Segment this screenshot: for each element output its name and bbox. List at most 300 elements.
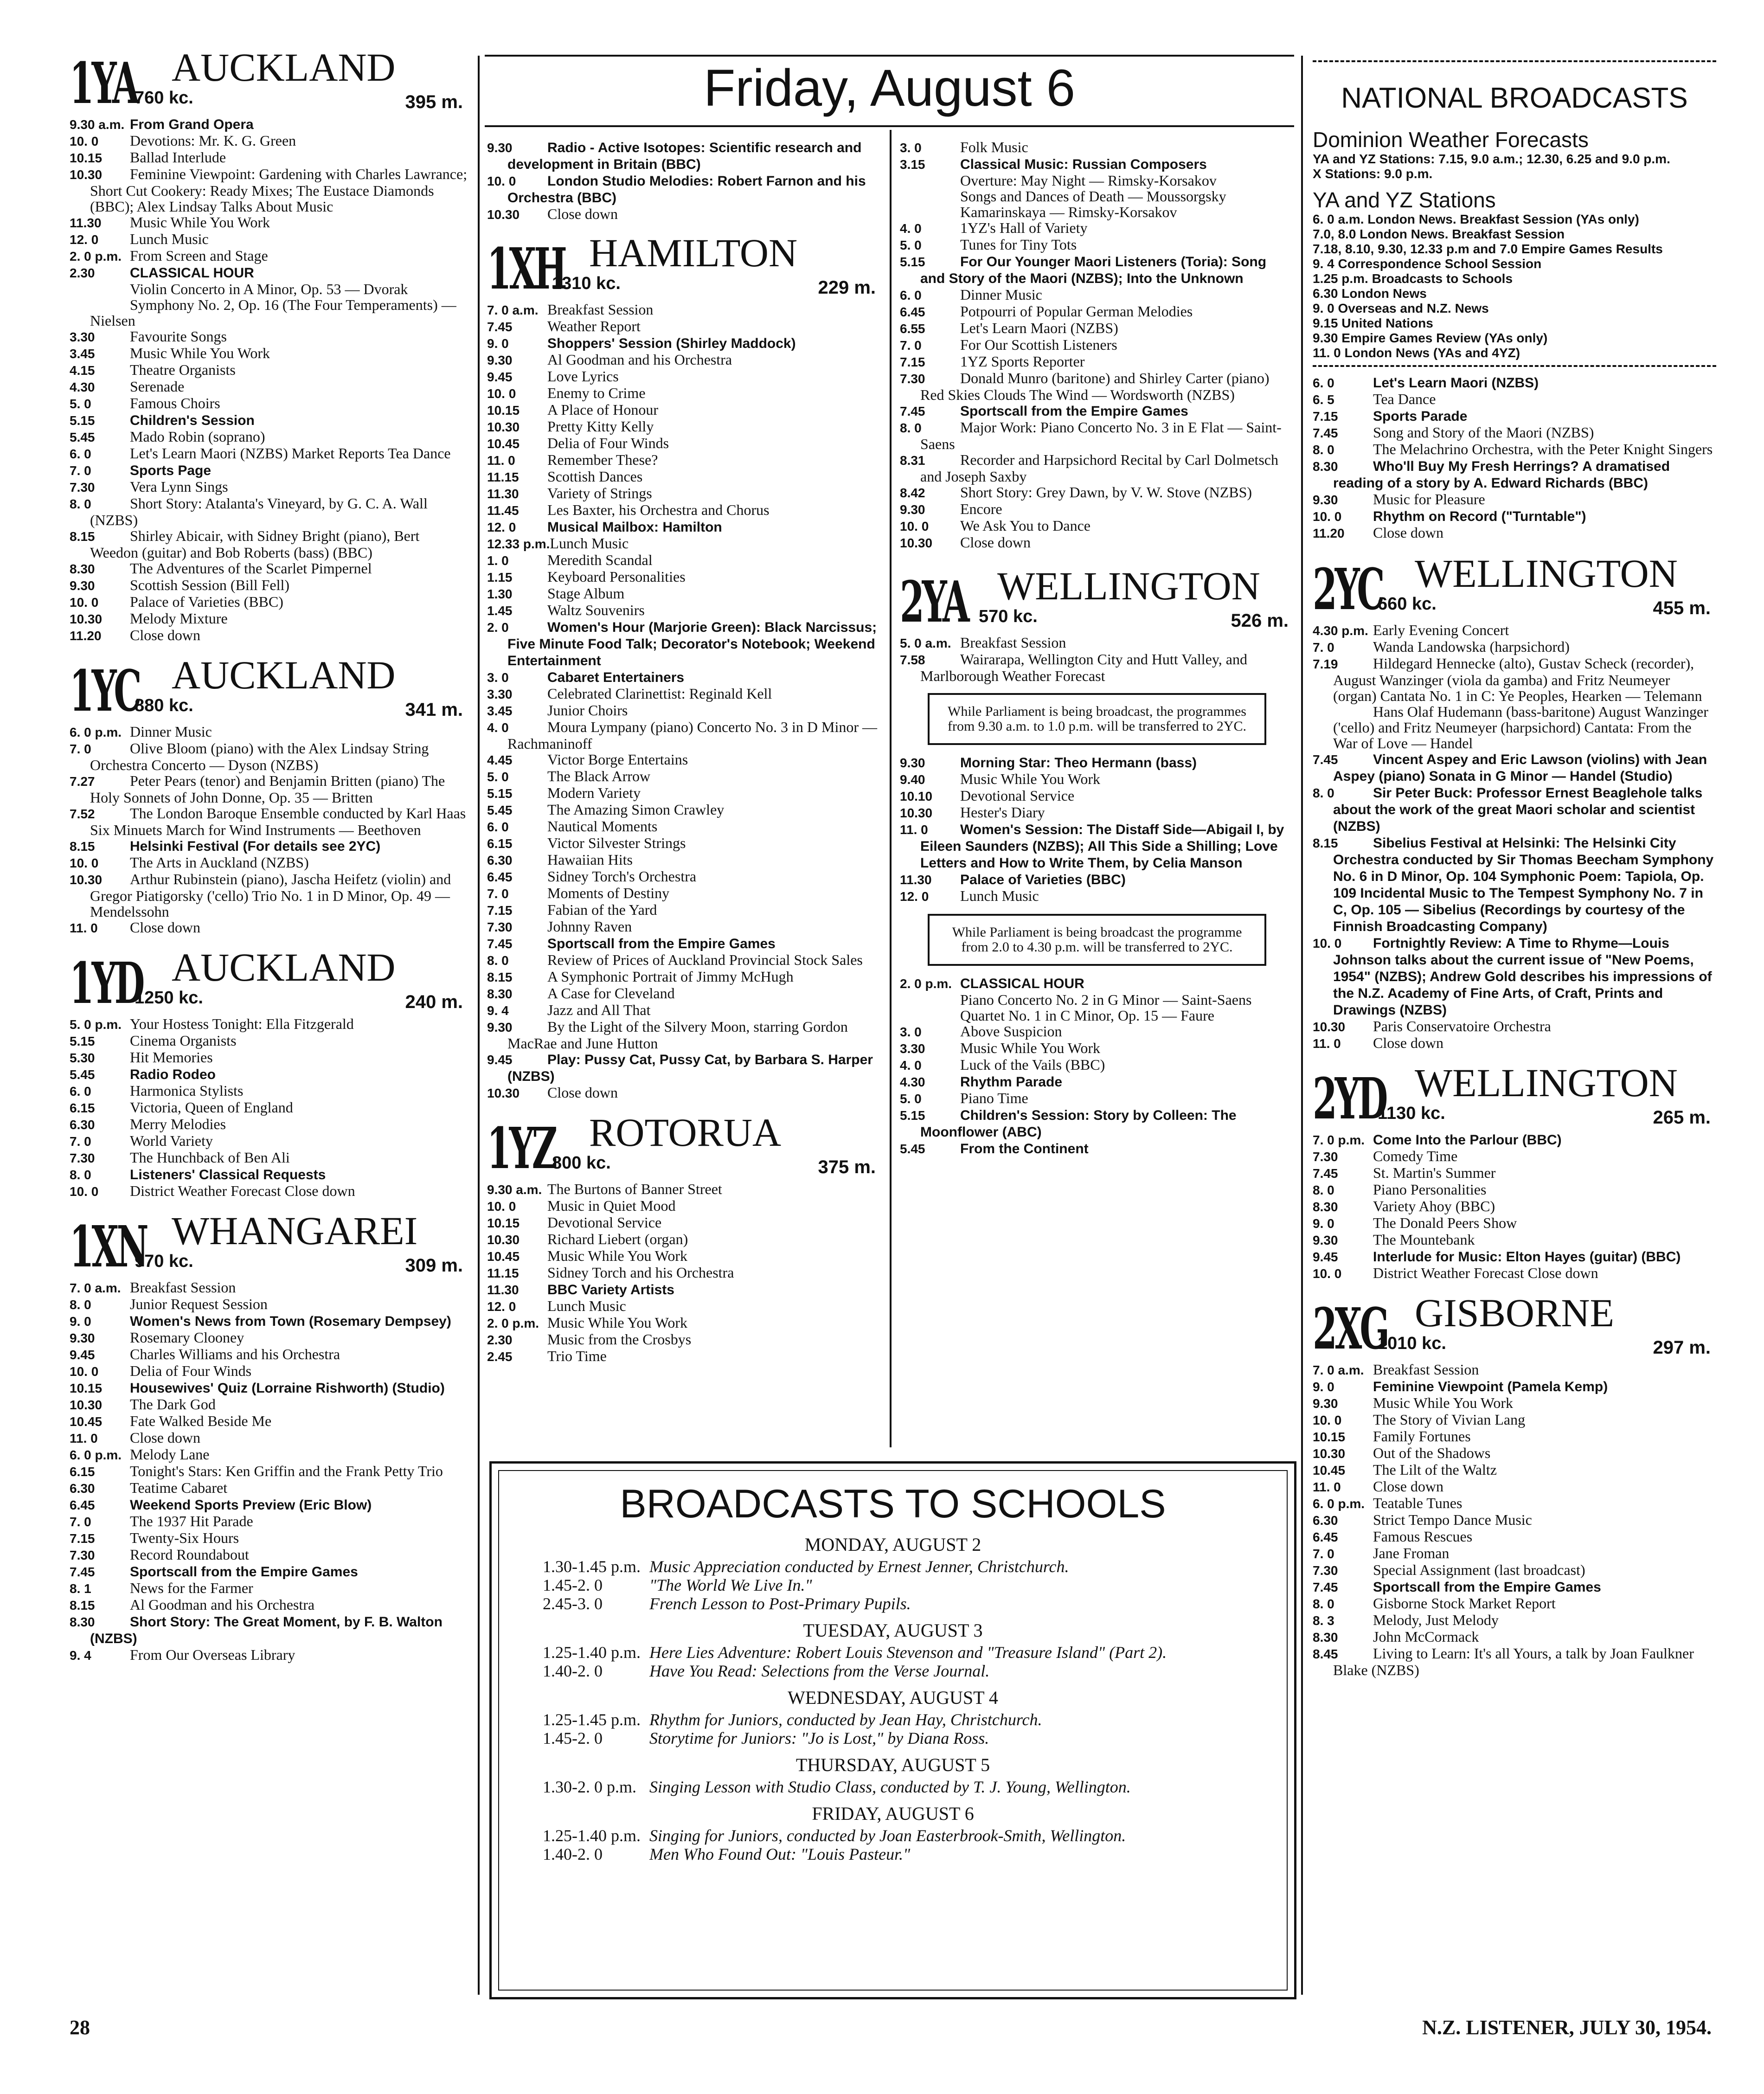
program-time: 10.45 bbox=[487, 437, 520, 451]
program-time: 9.30 bbox=[487, 141, 513, 155]
station-frequency: 1310 kc. bbox=[552, 274, 621, 293]
program-item bbox=[1313, 1148, 1716, 1165]
national-schedule-line: 7.18, 8.10, 9.30, 12.33 p.m and 7.0 Empire Games Results bbox=[1313, 242, 1663, 256]
program-item bbox=[70, 1296, 468, 1313]
program-title: The Melachrino Orchestra, with the Peter Knight Singers bbox=[1373, 441, 1713, 457]
program-time: 10.30 bbox=[70, 612, 103, 626]
program-title: Encore bbox=[960, 501, 1002, 517]
program-title: 1YZ Sports Reporter bbox=[960, 353, 1085, 370]
program-time: 7. 0 bbox=[1313, 1547, 1334, 1561]
station-block bbox=[900, 565, 1294, 1157]
program-time: 7.30 bbox=[70, 480, 95, 495]
program-time: 10.30 bbox=[900, 806, 933, 820]
program-time: 5. 0 a.m. bbox=[900, 636, 951, 650]
program-item bbox=[70, 854, 468, 871]
program-time: 11. 0 bbox=[1313, 1480, 1341, 1494]
program-time: 6.15 bbox=[70, 1465, 95, 1479]
program-title: Pretty Kitty Kelly bbox=[547, 418, 654, 435]
program-title: Shirley Abicair, with Sidney Bright (piano), Bert Weedon (guitar) and Bob Roberts (bass) (BBC) bbox=[90, 527, 420, 561]
program-item bbox=[70, 166, 468, 214]
station-wavelength: 341 m. bbox=[405, 700, 463, 720]
program-title: Stage Album bbox=[547, 585, 625, 602]
station-header bbox=[70, 46, 468, 116]
program-title: Let's Learn Maori (NZBS) bbox=[1373, 375, 1539, 391]
program-item bbox=[900, 771, 1294, 788]
station-call-sign: 1YA bbox=[70, 50, 137, 116]
program-title: The Hunchback of Ben Ali bbox=[130, 1149, 290, 1166]
program-title: Fate Walked Beside Me bbox=[130, 1413, 272, 1429]
program-time: 10. 0 bbox=[900, 519, 929, 533]
program-item bbox=[900, 518, 1294, 534]
program-title: Close down bbox=[960, 534, 1031, 551]
yayz-lines bbox=[1313, 212, 1716, 360]
program-item bbox=[1313, 704, 1716, 751]
program-title: Women's Hour (Marjorie Green): Black Narcissus; Five Minute Food Talk; Decorator's Notebook; Weekend Entertainment bbox=[507, 620, 877, 668]
program-item bbox=[487, 969, 881, 985]
program-time: 10.15 bbox=[70, 1381, 103, 1395]
program-title: Piano Personalities bbox=[1373, 1181, 1487, 1198]
program-title: Sportscall from the Empire Games bbox=[960, 404, 1188, 419]
program-item bbox=[70, 479, 468, 495]
program-item bbox=[70, 1613, 468, 1647]
program-title: The Adventures of the Scarlet Pimpernel bbox=[130, 560, 372, 577]
program-item bbox=[487, 552, 881, 569]
program-item bbox=[487, 868, 881, 885]
program-title: Piano Concerto No. 2 in G Minor — Saint-Saens bbox=[960, 991, 1252, 1008]
school-broadcast-description: Singing Lesson with Studio Class, conducted by T. J. Young, Wellington. bbox=[649, 1778, 1131, 1796]
program-time: 5.45 bbox=[70, 1067, 95, 1082]
program-time: 8. 0 bbox=[70, 497, 91, 511]
program-item bbox=[900, 888, 1294, 905]
program-time: 8. 0 bbox=[1313, 1597, 1334, 1611]
program-item bbox=[487, 1315, 881, 1331]
program-item bbox=[487, 1019, 881, 1051]
station-call-sign: 1YZ bbox=[487, 1115, 555, 1182]
program-time: 7.52 bbox=[70, 807, 95, 821]
program-time: 9.30 bbox=[1313, 1233, 1338, 1247]
program-title: Close down bbox=[1373, 524, 1443, 541]
column-4 bbox=[1313, 60, 1716, 1688]
program-time: 7.27 bbox=[70, 774, 95, 789]
program-time: 7. 0 bbox=[487, 886, 509, 901]
program-item bbox=[900, 501, 1294, 518]
program-item bbox=[487, 719, 881, 752]
program-title: Strict Tempo Dance Music bbox=[1373, 1511, 1532, 1528]
program-title: Gisborne Stock Market Report bbox=[1373, 1595, 1556, 1612]
school-broadcast-time: 2.45-3. 0 bbox=[543, 1594, 603, 1613]
program-item bbox=[487, 752, 881, 768]
program-item bbox=[487, 485, 881, 502]
program-item bbox=[900, 403, 1294, 419]
program-title: Sportscall from the Empire Games bbox=[130, 1564, 358, 1580]
program-title: Music While You Work bbox=[547, 1314, 688, 1331]
program-title: Major Work: Piano Concerto No. 3 in E Flat — Saint-Saens bbox=[920, 419, 1282, 452]
program-time: 7. 0 a.m. bbox=[70, 1281, 121, 1295]
station-header bbox=[1313, 1292, 1716, 1362]
program-title: Let's Learn Maori (NZBS) bbox=[960, 320, 1118, 336]
program-title: Short Story: Grey Dawn, by V. W. Stove (NZBS) bbox=[960, 484, 1252, 501]
program-time: 1.45 bbox=[487, 604, 513, 618]
program-time: 3.30 bbox=[900, 1041, 925, 1056]
program-time: 5.45 bbox=[70, 430, 95, 444]
program-item bbox=[70, 116, 468, 133]
program-title: Lunch Music bbox=[550, 535, 629, 552]
program-title: Hildegard Hennecke (alto), Gustav Scheck (recorder), August Wanzinger (viola da gamba) and Fritz Neumeyer (organ) Cantata No. 1 in C: Ye Peoples, Hearken — Telemann bbox=[1333, 655, 1702, 704]
program-title: Keyboard Personalities bbox=[547, 568, 686, 585]
program-title: Trio Time bbox=[547, 1348, 607, 1364]
program-time: 10.30 bbox=[487, 207, 520, 222]
program-time: 6.45 bbox=[900, 305, 925, 319]
station-frequency: 1010 kc. bbox=[1378, 1334, 1446, 1353]
program-time: 6. 0 bbox=[70, 447, 91, 461]
program-title: Celebrated Clarinettist: Reginald Kell bbox=[547, 685, 772, 702]
program-time: 9.30 a.m. bbox=[70, 117, 125, 132]
program-item bbox=[70, 1166, 468, 1183]
program-time: 8.15 bbox=[487, 970, 513, 984]
program-time: 6.30 bbox=[487, 853, 513, 867]
program-item bbox=[487, 802, 881, 818]
program-title: Lunch Music bbox=[960, 887, 1039, 904]
program-item bbox=[1313, 1545, 1716, 1562]
program-title: Close down bbox=[1373, 1034, 1443, 1051]
program-time: 7.45 bbox=[1313, 752, 1338, 767]
program-title: Twenty-Six Hours bbox=[130, 1529, 239, 1546]
station-block bbox=[70, 946, 468, 1200]
program-title: Scottish Dances bbox=[547, 468, 643, 485]
school-broadcast-row bbox=[492, 1576, 1294, 1594]
program-title: Sidney Torch's Orchestra bbox=[547, 868, 697, 885]
program-time: 3.30 bbox=[487, 687, 513, 701]
program-item bbox=[900, 804, 1294, 821]
program-time: 8. 0 bbox=[1313, 786, 1334, 800]
program-title: Theatre Organists bbox=[130, 361, 236, 378]
program-title: From the Continent bbox=[960, 1141, 1089, 1156]
program-time: 5.15 bbox=[70, 413, 95, 428]
program-time: 5. 0 bbox=[487, 770, 509, 784]
program-item bbox=[487, 985, 881, 1002]
program-title: The Amazing Simon Crawley bbox=[547, 801, 725, 818]
program-time: 8.30 bbox=[1313, 1200, 1338, 1214]
program-title: The Dark God bbox=[130, 1396, 216, 1413]
program-time: 10.45 bbox=[487, 1249, 520, 1264]
program-time: 7.45 bbox=[1313, 1580, 1338, 1594]
program-title: Early Evening Concert bbox=[1373, 622, 1509, 638]
program-title: The Mountebank bbox=[1373, 1231, 1475, 1248]
program-item bbox=[70, 1016, 468, 1033]
program-time: 7.45 bbox=[487, 937, 513, 951]
program-time: 6.15 bbox=[487, 836, 513, 851]
program-item bbox=[1313, 1445, 1716, 1462]
program-title: Close down bbox=[547, 1084, 618, 1101]
program-item bbox=[1313, 1395, 1716, 1412]
program-title: Let's Learn Maori (NZBS) Market Reports Tea Dance bbox=[130, 445, 451, 462]
school-broadcast-row bbox=[492, 1557, 1294, 1576]
program-title: Interlude for Music: Elton Hayes (guitar) (BBC) bbox=[1373, 1249, 1681, 1265]
station-wavelength: 229 m. bbox=[818, 277, 876, 298]
program-time: 1.15 bbox=[487, 570, 513, 585]
program-time: 9.30 bbox=[487, 1020, 513, 1034]
program-item bbox=[70, 838, 468, 854]
program-time: 3.45 bbox=[70, 347, 95, 361]
program-item bbox=[487, 302, 881, 318]
school-broadcast-time: 1.30-1.45 p.m. bbox=[543, 1557, 641, 1576]
national-evening-items bbox=[1313, 374, 1716, 541]
program-title: We Ask You to Dance bbox=[960, 517, 1090, 534]
program-time: 6.30 bbox=[1313, 1513, 1338, 1528]
program-title: Junior Request Session bbox=[130, 1296, 268, 1312]
program-title: Sportscall from the Empire Games bbox=[1373, 1580, 1601, 1595]
program-item bbox=[70, 1380, 468, 1396]
program-title: Children's Session: Story by Colleen: The Moonflower (ABC) bbox=[920, 1108, 1237, 1140]
program-item bbox=[487, 919, 881, 935]
program-title: Moments of Destiny bbox=[547, 885, 670, 901]
program-title: BBC Variety Artists bbox=[547, 1282, 674, 1298]
station-block bbox=[487, 232, 881, 1101]
program-title: Devotional Service bbox=[547, 1214, 662, 1231]
program-item bbox=[487, 1085, 881, 1101]
program-title: CLASSICAL HOUR bbox=[130, 265, 254, 281]
program-time: 4.15 bbox=[70, 363, 95, 378]
program-item bbox=[900, 320, 1294, 337]
program-time: 1. 0 bbox=[487, 553, 509, 568]
program-title: Quartet No. 1 in C Minor, Op. 15 — Faure bbox=[960, 1007, 1214, 1024]
program-item bbox=[487, 569, 881, 585]
program-time: 10.15 bbox=[70, 151, 103, 165]
program-item bbox=[1313, 1412, 1716, 1428]
program-time: 5. 0 bbox=[900, 238, 922, 252]
program-title: Tunes for Tiny Tots bbox=[960, 236, 1077, 253]
national-schedule-line: 9. 4 Correspondence School Session bbox=[1313, 257, 1542, 271]
school-broadcast-row bbox=[492, 1845, 1294, 1863]
program-time: 7.15 bbox=[900, 355, 925, 369]
program-title: Radio Rodeo bbox=[130, 1067, 216, 1082]
station-frequency: 760 kc. bbox=[135, 88, 193, 108]
program-item bbox=[70, 528, 468, 560]
program-title: 1YZ's Hall of Variety bbox=[960, 219, 1088, 236]
program-title: Jane Froman bbox=[1373, 1545, 1450, 1561]
program-time: 2.45 bbox=[487, 1349, 513, 1364]
station-header bbox=[70, 1210, 468, 1279]
program-time: 7.45 bbox=[1313, 426, 1338, 440]
program-title: Folk Music bbox=[960, 139, 1028, 155]
program-title: Potpourri of Popular German Melodies bbox=[960, 303, 1193, 320]
station-wavelength: 526 m. bbox=[1231, 610, 1289, 631]
program-item bbox=[70, 395, 468, 412]
program-item bbox=[487, 852, 881, 868]
program-title: Dinner Music bbox=[960, 286, 1042, 303]
program-time: 7. 0 a.m. bbox=[1313, 1363, 1364, 1377]
program-time: 6. 0 bbox=[1313, 376, 1334, 390]
program-item bbox=[900, 287, 1294, 303]
program-title: Songs and Dances of Death — Moussorgsky bbox=[960, 188, 1226, 205]
program-title: Les Baxter, his Orchestra and Chorus bbox=[547, 501, 770, 518]
program-time: 11. 0 bbox=[900, 822, 928, 837]
program-time: 8.15 bbox=[70, 1598, 95, 1612]
program-title: Nautical Moments bbox=[547, 818, 658, 835]
program-time: 10.45 bbox=[70, 1414, 103, 1429]
program-title: Love Lyrics bbox=[547, 368, 619, 385]
national-schedule-line: 9. 0 Overseas and N.Z. News bbox=[1313, 301, 1489, 315]
program-item bbox=[1313, 1232, 1716, 1248]
school-day-heading: FRIDAY, AUGUST 6 bbox=[812, 1803, 974, 1824]
program-title: Close down bbox=[130, 627, 200, 643]
program-time: 2.30 bbox=[70, 266, 95, 280]
column-3 bbox=[900, 139, 1294, 1167]
station-wavelength: 455 m. bbox=[1653, 598, 1711, 618]
program-item bbox=[70, 773, 468, 805]
national-schedule-line: 7.0, 8.0 London News. Breakfast Session bbox=[1313, 227, 1565, 241]
program-title: Rhythm on Record ("Turntable") bbox=[1373, 509, 1586, 524]
program-title: Morning Star: Theo Hermann (bass) bbox=[960, 755, 1197, 771]
program-item bbox=[487, 535, 881, 552]
program-time: 8.45 bbox=[1313, 1647, 1338, 1661]
program-time: 8.15 bbox=[70, 529, 95, 544]
program-item bbox=[487, 469, 881, 485]
program-title: Feminine Viewpoint: Gardening with Charles Lawrance; Short Cut Cookery: Ready Mixes; The Eustace Diamonds (BBC); Alex Lindsay Talks About Music bbox=[90, 166, 468, 215]
school-broadcast-row bbox=[492, 1826, 1294, 1845]
program-title: A Place of Honour bbox=[547, 401, 659, 418]
program-item bbox=[1313, 639, 1716, 655]
program-time: 12. 0 bbox=[487, 1299, 516, 1314]
program-item bbox=[70, 281, 468, 297]
program-item bbox=[70, 231, 468, 248]
program-item bbox=[487, 402, 881, 418]
program-item bbox=[70, 805, 468, 838]
program-item bbox=[70, 1150, 468, 1166]
station-wavelength: 309 m. bbox=[405, 1255, 463, 1276]
program-time: 11.15 bbox=[487, 470, 519, 484]
program-title: Breakfast Session bbox=[130, 1279, 236, 1296]
program-title: Children's Session bbox=[130, 413, 255, 428]
date-header-top-rule bbox=[485, 55, 1294, 57]
program-time: 7.30 bbox=[487, 920, 513, 934]
program-title: By the Light of the Silvery Moon, starring Gordon MacRae and June Hutton bbox=[507, 1018, 848, 1052]
program-time: 2. 0 p.m. bbox=[900, 976, 952, 991]
program-title: Scottish Session (Bill Fell) bbox=[130, 577, 290, 593]
school-broadcast-row bbox=[492, 1594, 1294, 1613]
national-schedule-line: 11. 0 London News (YAs and 4YZ) bbox=[1313, 346, 1520, 360]
program-title: Moura Lympany (piano) Concerto No. 3 in D Minor — Rachmaninoff bbox=[507, 719, 877, 752]
program-time: 9. 4 bbox=[70, 1648, 91, 1663]
program-title: Song and Story of the Maori (NZBS) bbox=[1373, 424, 1594, 441]
station-header bbox=[900, 565, 1294, 635]
program-title: Wanda Landowska (harpsichord) bbox=[1373, 638, 1570, 655]
program-item bbox=[70, 919, 468, 936]
program-time: 5. 0 p.m. bbox=[70, 1017, 122, 1032]
program-item bbox=[900, 1023, 1294, 1040]
program-item bbox=[70, 1099, 468, 1116]
program-time: 6.45 bbox=[70, 1498, 95, 1512]
station-frequency: 570 kc. bbox=[979, 607, 1038, 626]
program-time: 7.30 bbox=[1313, 1563, 1338, 1578]
program-time: 7. 0 bbox=[900, 338, 922, 353]
program-item bbox=[70, 724, 468, 740]
program-item bbox=[487, 352, 881, 368]
program-item bbox=[900, 370, 1294, 403]
program-item bbox=[70, 610, 468, 627]
program-item bbox=[1313, 391, 1716, 408]
station-block bbox=[1313, 1062, 1716, 1282]
program-title: The Burtons of Banner Street bbox=[547, 1181, 722, 1197]
program-item bbox=[70, 214, 468, 231]
program-item bbox=[70, 1083, 468, 1099]
program-time: 11.30 bbox=[70, 216, 102, 230]
program-time: 6.45 bbox=[1313, 1530, 1338, 1544]
program-title: Play: Pussy Cat, Pussy Cat, by Barbara S. Harper (NZBS) bbox=[507, 1052, 873, 1084]
page-number: 28 bbox=[70, 2016, 90, 2039]
station-block bbox=[70, 1210, 468, 1664]
broadcasts-to-schools-box bbox=[489, 1461, 1296, 1999]
program-title: Radio - Active Isotopes: Scientific research and development in Britain (BBC) bbox=[507, 140, 862, 172]
program-time: 11.30 bbox=[900, 873, 932, 887]
program-title: For Our Younger Maori Listeners (Toria): Song and Story of the Maori (NZBS); Into the Unknown bbox=[920, 254, 1267, 286]
station-call-sign: 1YC bbox=[70, 657, 140, 724]
program-time: 6. 0 p.m. bbox=[1313, 1497, 1365, 1511]
station-block bbox=[70, 654, 468, 936]
program-title: Living to Learn: It's all Yours, a talk by Joan Faulkner Blake (NZBS) bbox=[1333, 1645, 1694, 1678]
station-call-sign: 2YA bbox=[900, 568, 968, 635]
program-title: Kamarinskaya — Rimsky-Korsakov bbox=[960, 204, 1177, 220]
program-title: For Our Scottish Listeners bbox=[960, 336, 1117, 353]
program-title: Women's Session: The Distaff Side—Abigail I, by Eileen Saunders (NZBS); All This Side a Shilling; Love Letters and How to Write Them, by Celia Manson bbox=[920, 822, 1284, 871]
program-item bbox=[70, 1430, 468, 1446]
station-header bbox=[487, 1111, 881, 1181]
program-item bbox=[70, 133, 468, 149]
station-block bbox=[1313, 1292, 1716, 1678]
program-time: 5.15 bbox=[900, 255, 925, 269]
program-item bbox=[1313, 1182, 1716, 1198]
program-title: Musical Mailbox: Hamilton bbox=[547, 520, 722, 535]
program-item bbox=[1313, 374, 1716, 391]
program-title: Devotions: Mr. K. G. Green bbox=[130, 132, 296, 149]
program-time: 12. 0 bbox=[487, 520, 516, 534]
program-time: 7.15 bbox=[1313, 409, 1338, 424]
column-divider bbox=[1301, 56, 1303, 1995]
program-time: 9.45 bbox=[487, 370, 513, 384]
program-item bbox=[900, 303, 1294, 320]
program-time: 9.45 bbox=[70, 1348, 95, 1362]
program-time: 10.30 bbox=[487, 1086, 520, 1100]
program-title: District Weather Forecast Close down bbox=[130, 1182, 355, 1199]
program-item bbox=[70, 264, 468, 281]
program-title: Music from the Crosbys bbox=[547, 1331, 692, 1348]
station-call-sign: 2YC bbox=[1313, 556, 1383, 623]
program-item bbox=[900, 188, 1294, 204]
program-item bbox=[1313, 508, 1716, 525]
program-title: Peter Pears (tenor) and Benjamin Britten (piano) The Holy Sonnets of John Donne, Op. 35 — Britten bbox=[90, 772, 445, 806]
program-time: 4.30 p.m. bbox=[1313, 623, 1368, 638]
school-broadcast-time: 1.40-2. 0 bbox=[543, 1662, 603, 1680]
program-item bbox=[487, 452, 881, 469]
program-time: 4.30 bbox=[900, 1075, 925, 1089]
school-broadcast-time: 1.40-2. 0 bbox=[543, 1845, 603, 1863]
program-title: Delia of Four Winds bbox=[547, 435, 669, 451]
program-time: 10.30 bbox=[487, 1233, 520, 1247]
program-title: Sports Parade bbox=[1373, 409, 1468, 424]
program-title: A Symphonic Portrait of Jimmy McHugh bbox=[547, 968, 794, 985]
program-item bbox=[1313, 1595, 1716, 1612]
program-item bbox=[900, 1040, 1294, 1057]
program-title: Helsinki Festival (For details see 2YC) bbox=[130, 839, 381, 854]
program-item bbox=[900, 754, 1294, 771]
program-title: Close down bbox=[130, 919, 200, 936]
station-city: WELLINGTON bbox=[1415, 551, 1678, 596]
program-title: Record Roundabout bbox=[130, 1546, 249, 1563]
program-title: Housewives' Quiz (Lorraine Rishworth) (Studio) bbox=[130, 1381, 445, 1396]
program-item bbox=[1313, 1035, 1716, 1052]
national-schedule-line: 9.30 Empire Games Review (YAs only) bbox=[1313, 331, 1548, 345]
program-title: From Our Overseas Library bbox=[130, 1646, 295, 1663]
